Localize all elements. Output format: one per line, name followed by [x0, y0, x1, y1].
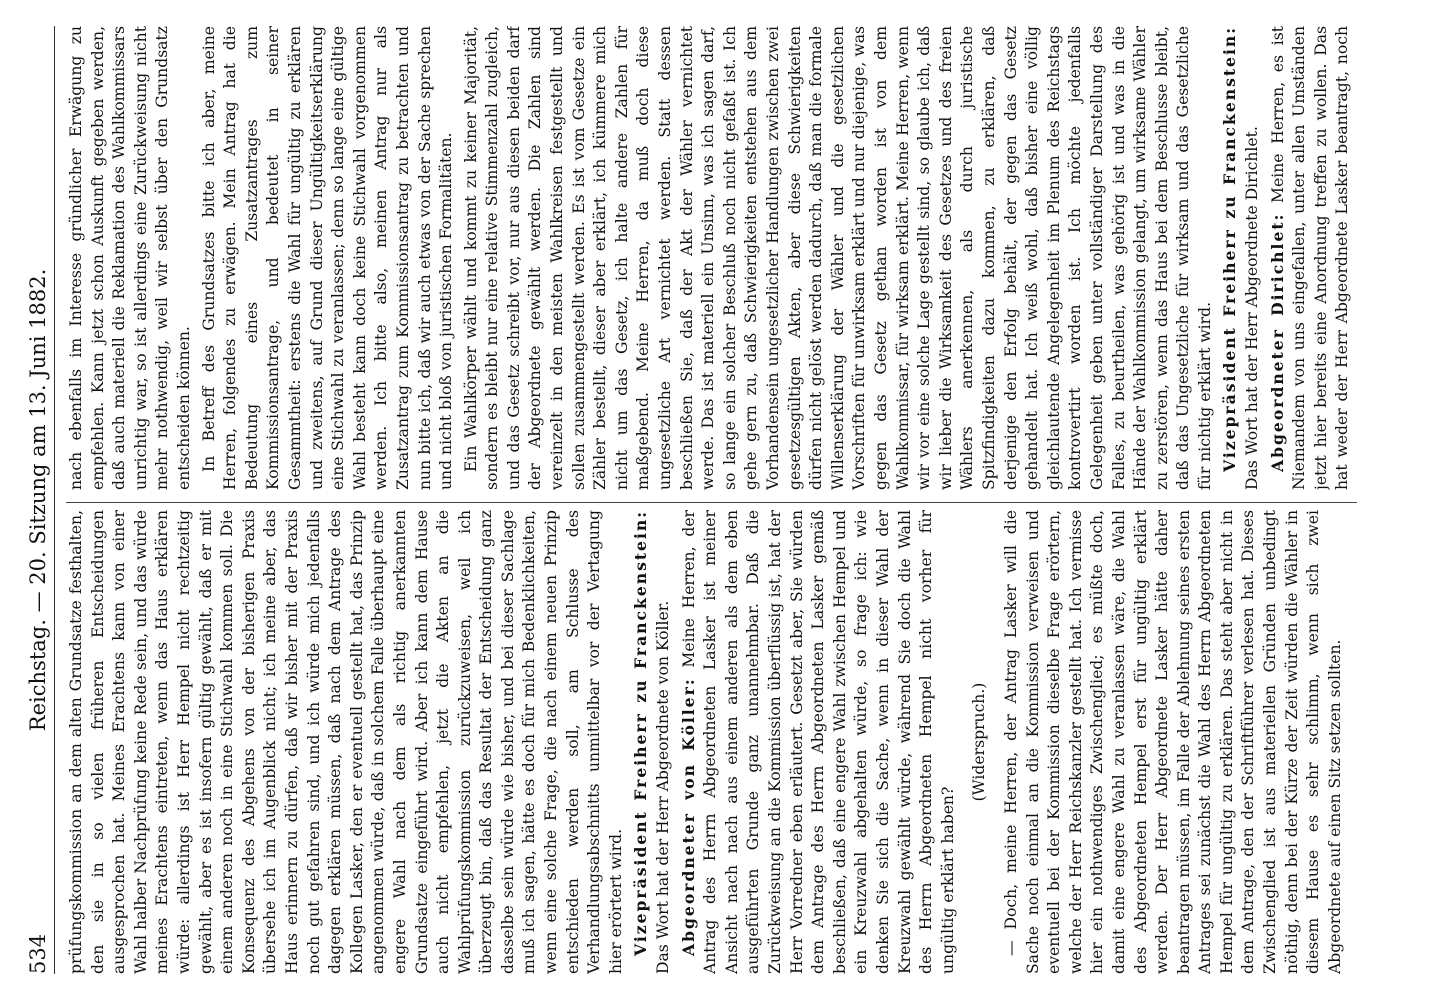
digitization-credit	[1396, 0, 1432, 1000]
speaker-name: Abgeordneter von Köller:	[678, 677, 698, 956]
paragraph-text: — Doch, meine Herren, der Antrag Lasker will die Sache noch einmal an die Kommission verweisen und eventuell bei der Kommission dieselbe Frage erörtern, welche der Herr Reichskanzler gestellt hat. Ich vermisse hier ein nothwendiges Zwischenglied; es müßte doch, damit eine engere Wahl zu veranlassen wäre, die Wahl des Abgeordneten Hempel erst für ungültig erklärt werden. Der Herr Abgeordnete Lasker hätte daher beantragen müssen, im Falle der Ablehnung seines ersten Antrages sei zunächst die Wahl des Herrn Abgeordneten Hempel für ungültig zu erklären. Das steht aber nicht in dem Antrage, den der Schriftführer verlesen hat. Dieses Zwischenglied ist aus materiellen Gründen unbedingt nöthig, denn bei der Kürze der Zeit würden die Wähler in diesem Hause es sehr schlimm, wenn sich zwei Abgeordnete auf einen Sitz setzen sollten.	[1001, 510, 1344, 974]
paragraph	[66, 510, 627, 974]
running-head	[16, 26, 55, 974]
paragraph	[461, 26, 1217, 490]
page-number: 534	[26, 933, 50, 974]
paragraph	[1356, 510, 1357, 974]
paragraph-text: (Widerspruch.)	[970, 682, 989, 802]
paragraph	[969, 510, 991, 974]
running-title: Reichstag. — 20. Sitzung am 13. Juni 1882.	[26, 268, 50, 732]
paragraph	[199, 26, 458, 490]
paragraph	[1001, 510, 1347, 974]
paragraph	[630, 510, 674, 974]
paragraph	[678, 510, 960, 974]
speaker-name: Vizepräsident Freiherr zu Franckenstein:	[631, 510, 651, 956]
paragraph-text: In Betreff des Grundsatzes bitte ich aber, meine Herren, folgendes zu erwägen. Mein Antrag hat die Bedeutung eines Zusatzantrages zum Kommissionsantrage, und bedeutet in seiner Gesammtheit: erstens die Wahl für ungültig zu erklären und zweitens, auf Grund dieser Ungültigkeitserklärung eine Stichwahl zu veranlassen; denn so lange eine gültige Wahl besteht kann doch keine Stichwahl vorgenommen werden. Ich bitte also, meinen Antrag nur als Zusatzantrag zum Kommissionsantrag zu betrachten und nun bitte ich, daß wir auch etwas von der Sache sprechen und nicht bloß von juristischen Formalitäten.	[199, 26, 456, 490]
speaker-name: Vizepräsident Freiherr zu Franckenstein:	[1220, 26, 1240, 472]
text-column-left	[66, 510, 1357, 974]
speaker-name: Abgeordneter Dirichlet:	[1267, 212, 1287, 472]
column-divider	[66, 502, 1357, 503]
paragraph-text: Ein Wahlkörper wählt und kommt zu keiner Majorität, sondern es bleibt nur eine relative Stimmenzahl zugleich, und das Gesetz schreibt vor, nur aus diesen beiden darf der Abgeordnete gewählt werden. Die Zahlen sind vereinzelt in den meisten Wahlkreisen festgestellt und sollen zusammengestellt werden. Es ist vom Gesetze ein Zähler bestellt, dieser aber erklärt, ich kümmere mich nicht um das Gesetz, ich halte andere Zahlen für maßgebend. Meine Herren, da muß doch diese ungesetzliche Art vernichtet werden. Statt dessen beschließen Sie, daß der Akt der Wähler vernichtet werde. Das ist materiell ein Unsinn, was ich sagen darf, so lange ein solcher Beschluß noch nicht gefaßt ist. Ich gehe gern zu, daß Schwierigkeiten entstehen aus dem Vorhandensein ungesetzlicher Handlungen zwischen zwei gesetzesgültigen Akten, aber diese Schwierigkeiten dürfen nicht gelöst werden dadurch, daß man die formale Willenserklärung der Wähler und die gesetzlichen Vorschriften für unwirksam erklärt und nur diejenige, was gegen das Gesetz gethan worden ist von dem Wahlkommissar, für wirksam erklärt. Meine Herren, wenn wir vor eine solche Lage gestellt sind, so glaube ich, daß wir lieber die Wirksamkeit des Gesetzes und des freien Wählers anerkennen, als durch juristische Spitzfindigkeiten dazu kommen, zu erklären, daß derjenige den Erfolg behält, der gegen das Gesetz gehandelt hat. Ich weiß wohl, daß bisher eine völlig gleichlautende Angelegenheit im Plenum des Reichstags kontrovertirt worden ist. Ich möchte jedenfalls Gelegenheit geben unter vollständiger Darstellung des Falles, zu beurtheilen, was gehörig ist und was in die Hände der Wahlkommission gelangt, um wirksame Wähler zu zerstören, wenn das Haus bei dem Beschlusse bleibt, daß das Ungesetzliche für wirksam und das Gesetzliche für nichtig erklärt wird.	[461, 26, 1214, 490]
paragraph-text: nach ebenfalls im Interesse gründlicher Erwägung zu empfehlen. Kann jetzt schon Auskunft gegeben werden, daß auch materiell die Reklamation des Wahlkommissars unrichtig war, so ist allerdings eine Zurückweisung nicht mehr nothwendig, weil wir selbst über den Grundsatz entscheiden können.	[67, 26, 193, 490]
paragraph-text: prüfungskommission an dem alten Grundsatze festhalten, den sie in so vielen früheren Entscheidungen ausgesprochen hat. Meines Erachtens kann von einer Wahl halber Nachprüfung keine Rede sein, und das würde meines Erachtens eintreten, wenn das Haus erklären würde: allerdings ist Herr Hempel nicht rechtzeitig gewählt, aber es ist insofern gültig gewählt, daß er mit einem anderen noch in eine Stichwahl kommen soll. Die Konsequenz des Abgehens von der bisherigen Praxis übersehe ich im Augenblick nicht; ich meine aber, das Haus erinnern zu dürfen, daß wir bisher mit der Praxis noch gut gefahren sind, und ich würde mich jedenfalls dagegen erklären müssen, daß nach dem Antrage des Kollegen Lasker, den er eventuell gestellt hat, das Prinzip angenommen würde, daß in solchem Falle überhaupt eine engere Wahl nach dem als richtig anerkannten Grundsatze eingeführt wird. Aber ich kann dem Hause auch nicht empfehlen, jetzt die Akten an die Wahlprüfungskommission zurückzuweisen, weil ich überzeugt bin, daß das Resultat der Entscheidung ganz dasselbe sein würde wie bisher, und bei dieser Sachlage muß ich sagen, hätte es doch für mich Bedenklichkeiten, wenn eine solche Frage, die nach einem neuen Prinzip entschieden werden soll, am Schlusse des Verhandlungsabschnitts unmittelbar vor der Vertagung hier erörtert wird.	[67, 510, 625, 974]
paragraph-text: Das Wort hat der Herr Abgeordnete Dirichlet.	[1243, 126, 1262, 490]
paragraph-text: Meine Herren, es ist Niemandem von uns eingefallen, unter allen Umständen jetzt hier bereits eine Anordnung treffen zu wollen. Das hat weder der Herr Abgeordnete Lasker beantragt, noch	[1268, 26, 1352, 490]
text-column-right	[66, 26, 1357, 490]
paragraph-text: Das Wort hat der Herr Abgeordnete von Köller.	[654, 600, 673, 974]
paragraph	[66, 26, 196, 490]
paragraph	[1219, 26, 1263, 490]
paragraph	[1267, 26, 1357, 490]
paragraph-text: Meine Herren, der Antrag des Herrn Abgeordneten Lasker ist meiner Ansicht nach nach aus einem anderen als dem eben ausgeführten Grunde ganz unannehmbar. Daß die Zurückweisung an die Kommission überflüssig ist, hat der Herr Vorredner eben erläutert. Gesetzt aber, Sie würden dem Antrage des Herrn Abgeordneten Lasker gemäß beschließen, daß eine engere Wahl zwischen Hempel und ein Kreuzwahl abgehalten würde, so frage ich: wie denken Sie sich die Sache, wenn in dieser Wahl der Kreuzwahl gewählt würde, während Sie doch die Wahl des Herrn Abgeordneten Hempel nicht vorher für ungültig erklärt haben?	[679, 510, 957, 974]
